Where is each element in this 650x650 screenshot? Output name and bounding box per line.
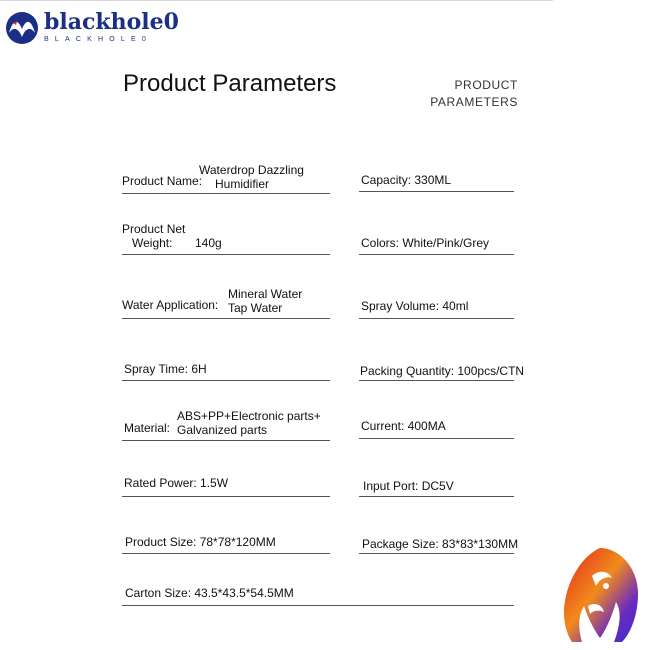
brand-name: blackhole0 (44, 9, 179, 35)
row-divider (359, 254, 514, 255)
row-divider (122, 496, 330, 497)
packing-quantity-text: Packing Quantity: 100pcs/CTN (360, 364, 525, 378)
material-label: Material: (124, 421, 171, 435)
capacity-text: Capacity: 330ML (361, 173, 452, 187)
material-value-line2: Galvanized parts (177, 423, 268, 437)
mascot-logo-icon (560, 546, 642, 646)
material-value-line1: ABS+PP+Electronic parts+ (177, 409, 321, 423)
title-en-line2: PARAMETERS (430, 95, 518, 109)
brand-tagline: BLACKHOLE0 (44, 36, 152, 43)
water-application-value-line2: Tap Water (228, 301, 283, 315)
page-title: Product Parameters (123, 70, 337, 97)
row-divider (359, 318, 514, 319)
water-application-label: Water Application: (122, 298, 219, 312)
input-port-text: Input Port: DC5V (363, 479, 454, 493)
current-text: Current: 400MA (361, 419, 446, 433)
row-divider (122, 380, 330, 381)
row-divider (359, 380, 514, 381)
package-size-text: Package Size: 83*83*130MM (362, 537, 519, 551)
row-divider (359, 553, 514, 554)
product-name-value-line1: Waterdrop Dazzling (199, 163, 304, 177)
page-title-english (424, 77, 518, 111)
row-divider (359, 496, 514, 497)
spray-volume-text: Spray Volume: 40ml (361, 299, 469, 313)
row-divider (359, 438, 514, 439)
water-application-value-line1: Mineral Water (228, 287, 303, 301)
carton-size-text: Carton Size: 43.5*43.5*54.5MM (125, 586, 294, 600)
net-weight-label-line1: Product Net (122, 222, 186, 236)
row-divider (122, 553, 330, 554)
net-weight-value: 140g (195, 236, 222, 250)
title-en-line1: PRODUCT (454, 78, 518, 92)
colors-text: Colors: White/Pink/Grey (361, 236, 490, 250)
row-divider (359, 191, 514, 192)
spray-time-text: Spray Time: 6H (124, 362, 207, 376)
row-divider (122, 254, 330, 255)
row-divider (122, 440, 330, 441)
row-divider (122, 193, 330, 194)
product-name-label: Product Name: (122, 174, 203, 188)
net-weight-label-line2: Weight: (132, 236, 173, 250)
brand-logo-icon (4, 11, 40, 45)
row-divider (122, 318, 330, 319)
product-size-text: Product Size: 78*78*120MM (125, 535, 276, 549)
rated-power-text: Rated Power: 1.5W (124, 476, 229, 490)
row-divider (122, 605, 514, 606)
top-divider (0, 0, 553, 1)
product-name-value-line2: Humidifier (215, 177, 270, 191)
